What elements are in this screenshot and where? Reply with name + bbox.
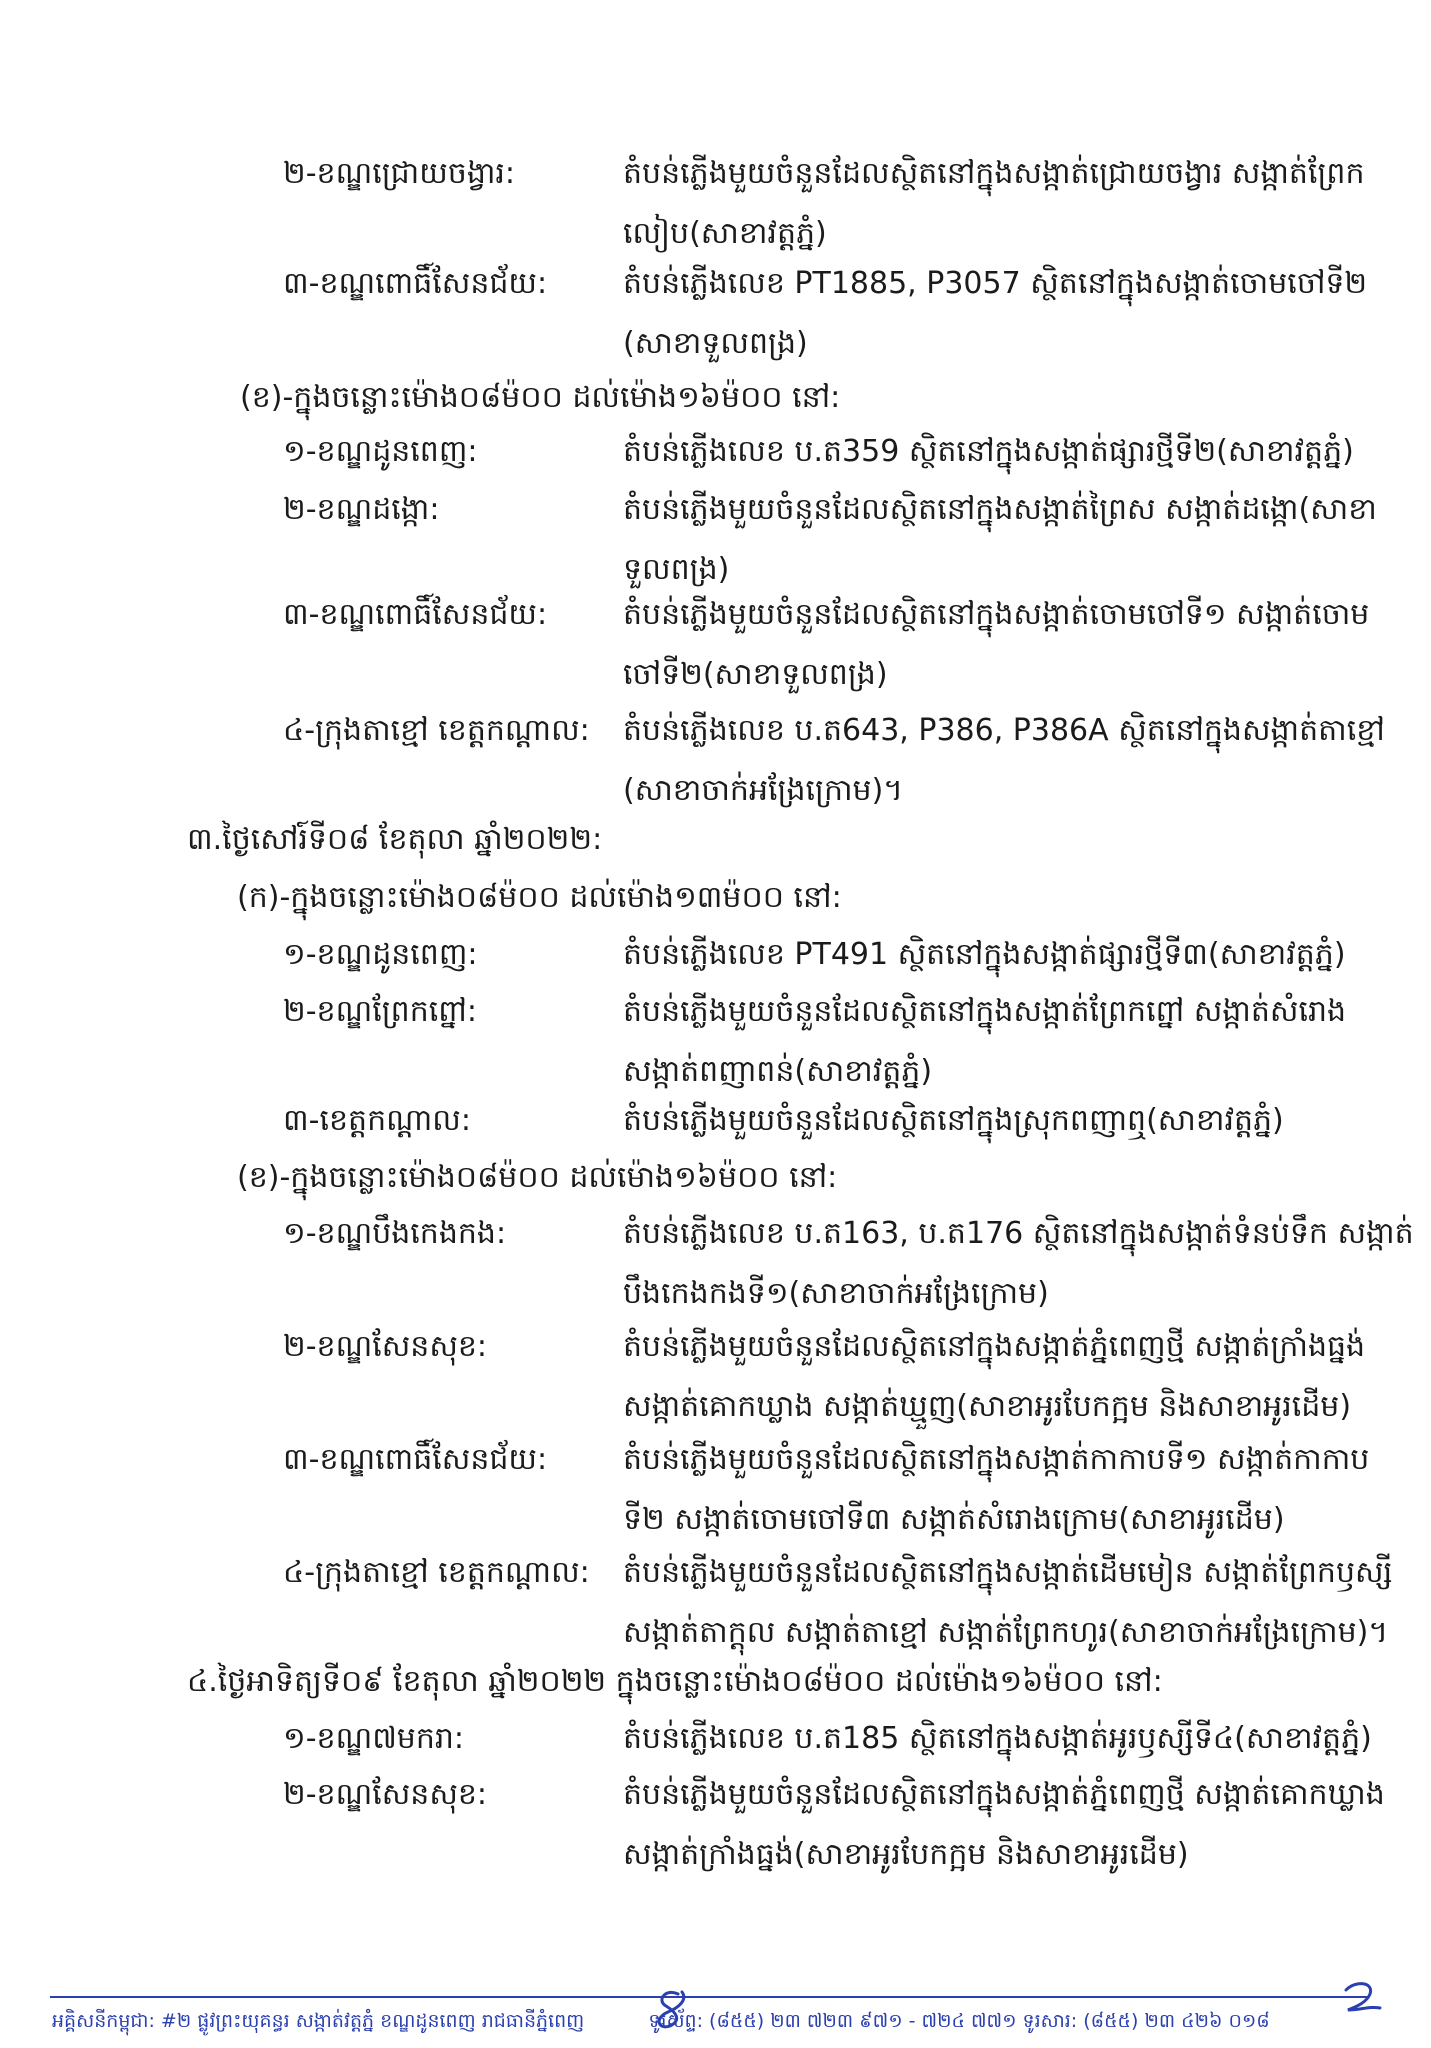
initial-scribble-icon bbox=[1340, 1980, 1384, 2016]
item-value bbox=[623, 1204, 1414, 1324]
item-line: តំបន់ភ្លើងមួយចំនួនដែលស្ថិតនៅក្នុងសង្កាត់កាកាបទី១ សង្កាត់កាកាប bbox=[623, 1442, 1370, 1477]
item-line: តំបន់ភ្លើងមួយចំនួនដែលស្ថិតនៅក្នុងស្រុកពញាឮ(សាខាវត្តភ្នំ) bbox=[623, 1103, 1284, 1138]
item-line: តំបន់ភ្លើងលេខ PT491 ស្ថិតនៅក្នុងសង្កាត់ផ្សារថ្មីទី៣(សាខាវត្តភ្នំ) bbox=[623, 937, 1346, 972]
item-value bbox=[623, 1765, 1385, 1885]
item-label: ៤-ក្រុងតាខ្មៅ ខេត្តកណ្ដាល: bbox=[283, 713, 590, 748]
section-heading: (ក)-ក្នុងចន្លោះម៉ោង០៨ម៉០០ ដល់ម៉ោង១៣ម៉០០ នៅ: bbox=[237, 880, 842, 915]
item-label: ១-ខណ្ឌបឹងកេងកង: bbox=[283, 1216, 507, 1251]
item-value bbox=[623, 1430, 1370, 1550]
item-label: ១-ខណ្ឌដូនពេញ: bbox=[283, 434, 478, 469]
item-value bbox=[623, 144, 1365, 264]
item-line: តំបន់ភ្លើងមួយចំនួនដែលស្ថិតនៅក្នុងសង្កាត់ចោមចៅទី១ សង្កាត់ចោម bbox=[623, 597, 1370, 632]
footer-divider bbox=[50, 1996, 1368, 1998]
item-value bbox=[623, 585, 1370, 705]
item-line: បឹងកេងកងទី១(សាខាចាក់អង្រែក្រោម) bbox=[623, 1276, 1049, 1311]
footer-address: អគ្គិសនីកម្ពុជា: #២ ផ្លូវព្រះយុគន្ធរ សង្កាត់វត្តភ្នំ ខណ្ឌដូនពេញ រាជធានីភ្នំពេញ bbox=[52, 2010, 585, 2032]
item-label: ៤-ក្រុងតាខ្មៅ ខេត្តកណ្ដាល: bbox=[283, 1555, 590, 1590]
item-label: ៣-ខណ្ឌពោធិ៍សែនជ័យ: bbox=[283, 1442, 548, 1477]
item-line: សង្កាត់ក្រាំងធ្នង់(សាខាអូរបែកក្អម និងសាខាអូរដើម) bbox=[623, 1837, 1189, 1872]
signature-scribble-icon bbox=[648, 1986, 696, 2030]
item-label: ៣-ខណ្ឌពោធិ៍សែនជ័យ: bbox=[283, 597, 548, 632]
item-label: ២-ខណ្ឌដង្កោ: bbox=[283, 492, 440, 527]
footer-phone: ទូរស័ព្ទ: (៨៥៥) ២៣ ៧២៣ ៩៧១ - ៧២៤ ៧៧១ ទូរសារ: (៨៥៥) ២៣ ៤២៦ ០១៨ bbox=[648, 2010, 1270, 2032]
day-heading: ៤.ថ្ងៃអាទិត្យទី០៩ ខែតុលា ឆ្នាំ២០២២ ក្នុងចន្លោះម៉ោង០៨ម៉០០ ដល់ម៉ោង១៦ម៉០០ នៅ: bbox=[187, 1664, 1163, 1699]
day-heading: ៣.ថ្ងៃសៅរ៍ទី០៨ ខែតុលា ឆ្នាំ២០២២: bbox=[187, 822, 603, 857]
item-label: ២-ខណ្ឌជ្រោយចង្វារ: bbox=[283, 156, 516, 191]
item-value bbox=[623, 1709, 1372, 1769]
item-line: សង្កាត់ពញាពន់(សាខាវត្តភ្នំ) bbox=[623, 1054, 933, 1089]
item-value bbox=[623, 254, 1368, 374]
section-heading: (ខ)-ក្នុងចន្លោះម៉ោង០៨ម៉០០ ដល់ម៉ោង១៦ម៉០០ នៅ: bbox=[240, 380, 841, 415]
item-label: ១-ខណ្ឌដូនពេញ: bbox=[283, 937, 478, 972]
item-line: តំបន់ភ្លើងលេខ ប.ត643, P386, P386A ស្ថិតនៅក្នុងសង្កាត់តាខ្មៅ bbox=[623, 713, 1385, 748]
item-value bbox=[623, 701, 1385, 821]
item-line: តំបន់ភ្លើងមួយចំនួនដែលស្ថិតនៅក្នុងសង្កាត់ជ្រោយចង្វារ សង្កាត់ព្រែក bbox=[623, 156, 1365, 191]
item-label: ២-ខណ្ឌព្រែកព្នៅ: bbox=[283, 994, 477, 1029]
item-value bbox=[623, 1317, 1366, 1437]
item-line: សង្កាត់គោកឃ្លាង សង្កាត់ឃ្មួញ(សាខាអូរបែកក្អម និងសាខាអូរដើម) bbox=[623, 1389, 1352, 1424]
item-label: ១-ខណ្ឌ៧មករា: bbox=[283, 1721, 465, 1756]
item-value bbox=[623, 1091, 1353, 1151]
item-label: ២-ខណ្ឌសែនសុខ: bbox=[283, 1777, 488, 1812]
item-line: ចៅទី២(សាខាទួលពង្រ) bbox=[623, 657, 888, 692]
item-line: តំបន់ភ្លើងលេខ ប.ត163, ប.ត176 ស្ថិតនៅក្នុងសង្កាត់ទំនប់ទឹក សង្កាត់ bbox=[623, 1216, 1414, 1251]
item-line: សង្កាត់តាក្ដុល សង្កាត់តាខ្មៅ សង្កាត់ព្រែកហូរ(សាខាចាក់អង្រែក្រោម)។ bbox=[623, 1615, 1389, 1650]
item-line: តំបន់ភ្លើងលេខ ប.ត359 ស្ថិតនៅក្នុងសង្កាត់ផ្សារថ្មីទី២(សាខាវត្តភ្នំ) bbox=[623, 434, 1354, 469]
item-line: តំបន់ភ្លើងមួយចំនួនដែលស្ថិតនៅក្នុងសង្កាត់ភ្នំពេញថ្មី សង្កាត់គោកឃ្លាង bbox=[623, 1777, 1385, 1812]
item-label: ៣-ខេត្តកណ្ដាល: bbox=[283, 1103, 471, 1138]
item-line: តំបន់ភ្លើងលេខ PT1885, P3057 ស្ថិតនៅក្នុងសង្កាត់ចោមចៅទី២ bbox=[623, 266, 1368, 301]
item-value bbox=[623, 480, 1377, 600]
item-line: (សាខាចាក់អង្រែក្រោម)។ bbox=[623, 773, 904, 808]
item-line: (សាខាទួលពង្រ) bbox=[623, 326, 808, 361]
item-value bbox=[623, 982, 1353, 1102]
item-line: ទួលពង្រ) bbox=[623, 552, 730, 587]
item-line: តំបន់ភ្លើងលេខ ប.ត185 ស្ថិតនៅក្នុងសង្កាត់អូរឫស្សីទី៤(សាខាវត្តភ្នំ) bbox=[623, 1721, 1372, 1756]
section-heading: (ខ)-ក្នុងចន្លោះម៉ោង០៨ម៉០០ ដល់ម៉ោង១៦ម៉០០ នៅ: bbox=[237, 1160, 838, 1195]
item-line: តំបន់ភ្លើងមួយចំនួនដែលស្ថិតនៅក្នុងសង្កាត់ភ្នំពេញថ្មី សង្កាត់ក្រាំងធ្នង់ bbox=[623, 1329, 1366, 1364]
item-value bbox=[623, 422, 1353, 482]
item-line: តំបន់ភ្លើងមួយចំនួនដែលស្ថិតនៅក្នុងសង្កាត់ដើមមៀន សង្កាត់ព្រែកឫស្សី bbox=[623, 1555, 1393, 1590]
item-line: តំបន់ភ្លើងមួយចំនួនដែលស្ថិតនៅក្នុងសង្កាត់ព្រៃស សង្កាត់ដង្កោ(សាខា bbox=[623, 492, 1377, 527]
item-line: តំបន់ភ្លើងមួយចំនួនដែលស្ថិតនៅក្នុងសង្កាត់ព្រែកព្នៅ សង្កាត់សំរោង bbox=[623, 994, 1347, 1029]
item-line: លៀប(សាខាវត្តភ្នំ) bbox=[623, 216, 827, 251]
item-value bbox=[623, 1543, 1393, 1663]
item-line: ទី២ សង្កាត់ចោមចៅទី៣ សង្កាត់សំរោងក្រោម(សាខាអូរដើម) bbox=[623, 1502, 1285, 1537]
item-label: ៣-ខណ្ឌពោធិ៍សែនជ័យ: bbox=[283, 266, 548, 301]
item-label: ២-ខណ្ឌសែនសុខ: bbox=[283, 1329, 488, 1364]
item-value bbox=[623, 925, 1353, 985]
